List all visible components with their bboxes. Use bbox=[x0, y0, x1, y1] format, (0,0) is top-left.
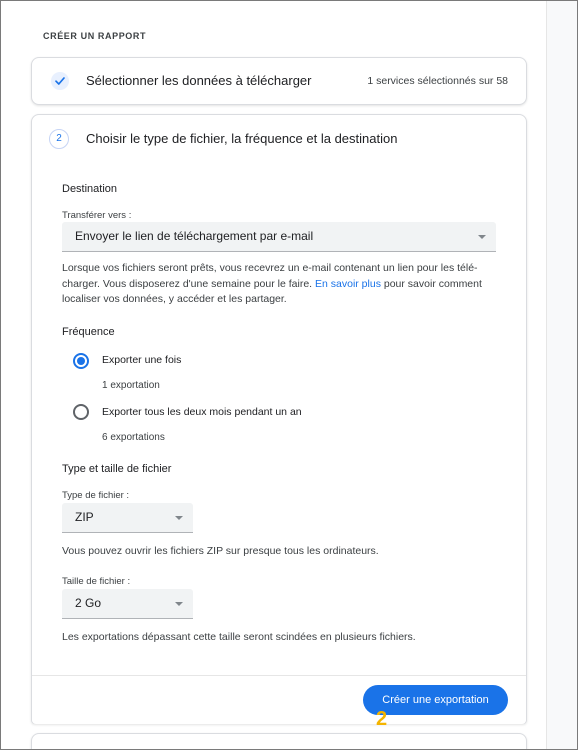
file-type-label: Type de fichier : bbox=[62, 490, 130, 501]
step-select-data-card[interactable] bbox=[31, 57, 527, 105]
services-selected-count: 1 services sélectionnés sur 58 bbox=[367, 75, 508, 87]
radio-export-once[interactable] bbox=[73, 353, 89, 369]
page-title: CRÉER UN RAPPORT bbox=[43, 31, 147, 41]
step-header[interactable] bbox=[32, 115, 526, 161]
radio-sublabel: 1 exportation bbox=[102, 380, 160, 391]
file-size-note: Les exportations dépassant cette taille seront scindées en plusieurs fichiers. bbox=[62, 631, 416, 643]
frequency-heading: Fréquence bbox=[62, 326, 115, 338]
file-size-label: Taille de fichier : bbox=[62, 576, 131, 587]
learn-more-link[interactable]: En savoir plus bbox=[315, 277, 381, 290]
check-icon bbox=[51, 72, 69, 90]
dropdown-arrow-icon bbox=[175, 516, 183, 520]
dropdown-arrow-icon bbox=[175, 602, 183, 606]
create-export-button[interactable]: Créer une exportation bbox=[363, 685, 508, 715]
file-size-select[interactable] bbox=[62, 589, 193, 619]
step-body bbox=[32, 163, 526, 675]
step-title: Choisir le type de fichier, la fréquence et la destination bbox=[86, 131, 398, 146]
step-title: Sélectionner les données à télécharger bbox=[86, 73, 312, 88]
file-size-value: 2 Go bbox=[75, 596, 102, 610]
radio-label[interactable]: Exporter tous les deux mois pendant un an bbox=[102, 406, 302, 418]
filetype-heading: Type et taille de fichier bbox=[62, 463, 172, 475]
radio-export-bimonthly[interactable] bbox=[73, 404, 89, 420]
transfer-label: Transférer vers : bbox=[62, 210, 132, 221]
file-type-select[interactable] bbox=[62, 503, 193, 533]
annotation-marker: 2 bbox=[376, 708, 388, 730]
destination-select[interactable] bbox=[62, 222, 496, 252]
dropdown-arrow-icon bbox=[478, 235, 486, 239]
radio-sublabel: 6 exportations bbox=[102, 432, 165, 443]
destination-heading: Destination bbox=[62, 183, 118, 195]
destination-select-value: Envoyer le lien de téléchargement par e-mail bbox=[75, 229, 314, 243]
destination-info: Lorsque vos fichiers seront prêts, vous recevrez un e-mail contenant un lien pour les télé-charger. Vous disposerez d'une semaine pour le faire. En savoir plus pour savoir comment localiser vos données, y accéder et les partager. bbox=[62, 262, 482, 305]
next-step-card bbox=[31, 733, 527, 750]
step-number: 2 bbox=[49, 129, 69, 149]
file-type-note: Vous pouvez ouvrir les fichiers ZIP sur presque tous les ordinateurs. bbox=[62, 545, 379, 557]
step-footer bbox=[32, 675, 526, 724]
step-file-options-card bbox=[31, 114, 527, 724]
file-type-value: ZIP bbox=[75, 510, 94, 524]
right-scroll-area bbox=[546, 1, 577, 749]
radio-label[interactable]: Exporter une fois bbox=[102, 354, 182, 366]
